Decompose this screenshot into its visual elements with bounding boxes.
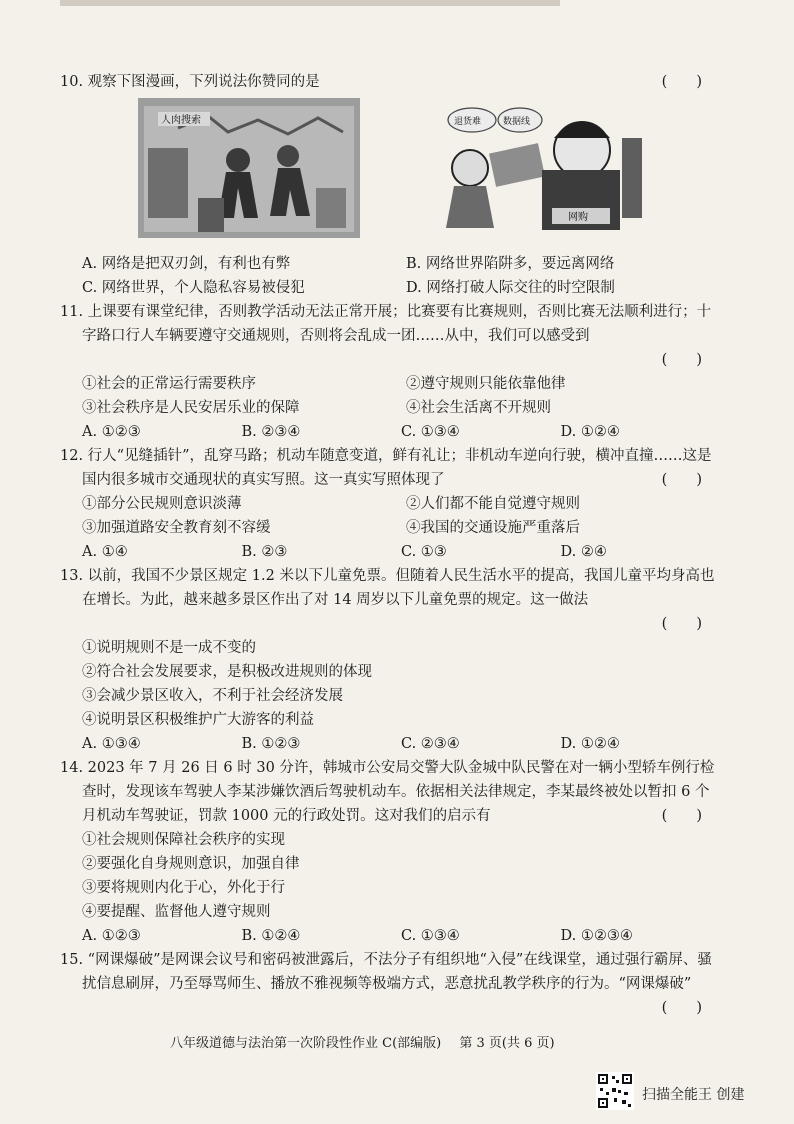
question-11-choices xyxy=(60,420,720,444)
statement-3: ③社会秩序是人民安居乐业的保障 xyxy=(82,400,300,416)
question-15-stem xyxy=(60,948,720,1016)
answer-paren: ( ) xyxy=(661,472,702,488)
choice-b[interactable]: B. ①②③ xyxy=(241,736,301,752)
option-c[interactable]: C. 网络世界，个人隐私容易被侵犯 xyxy=(82,280,305,296)
option-d[interactable]: D. 网络打破人际交往的时空限制 xyxy=(406,280,615,296)
qr-code-icon xyxy=(596,1072,634,1110)
question-10-options xyxy=(60,252,720,300)
statement-2: ②符合社会发展要求，是积极改进规则的体现 xyxy=(82,664,372,680)
question-11-stem: 11. 上课要有课堂纪律，否则教学活动无法正常开展；比赛要有比赛规则，否则比赛无法顺利进行；十字路口行人车辆要遵守交通规则，否则将会乱成一团……从中，我们可以感受到 xyxy=(60,304,712,344)
cartoon-right-image xyxy=(432,98,644,238)
statement-4: ④要提醒、监督他人遵守规则 xyxy=(82,904,271,920)
cartoon-left-image xyxy=(138,98,360,238)
question-10-text: 10. 观察下图漫画，下列说法你赞同的是 xyxy=(60,74,320,90)
statement-1: ①社会规则保障社会秩序的实现 xyxy=(82,832,285,848)
choice-c[interactable]: C. ②③④ xyxy=(401,736,460,752)
page-footer xyxy=(170,1032,569,1051)
statement-1: ①说明规则不是一成不变的 xyxy=(82,640,256,656)
question-12-statements xyxy=(60,492,720,540)
question-12-choices xyxy=(60,540,720,564)
cartoon-right-bubble-1: 退货难 xyxy=(454,117,482,127)
question-14-choices xyxy=(60,924,720,948)
footer-title: 八年级道德与法治第一次阶段性作业 C(部编版) xyxy=(170,1036,442,1051)
cartoon-left-label: 人肉搜索 xyxy=(161,115,201,126)
top-edge-band xyxy=(60,0,560,6)
choice-b[interactable]: B. ②③ xyxy=(241,544,288,560)
statement-2: ②人们都不能自觉遵守规则 xyxy=(406,496,580,512)
choice-d[interactable]: D. ①②④ xyxy=(560,736,620,752)
choice-d[interactable]: D. ①②④ xyxy=(560,424,620,440)
statement-1: ①社会的正常运行需要秩序 xyxy=(82,376,256,392)
question-10 xyxy=(60,70,720,300)
choice-a[interactable]: A. ①②③ xyxy=(82,424,141,440)
choice-c[interactable]: C. ①③ xyxy=(401,544,447,560)
question-12-stem xyxy=(60,444,720,492)
exam-page xyxy=(60,70,720,1020)
question-12-text: 12. 行人“见缝插针”，乱穿马路；机动车随意变道，鲜有礼让；非机动车逆向行驶，横冲直撞……这是国内很多城市交通现状的真实写照。这一真实写照体现了 xyxy=(60,448,712,488)
question-15-text: 15. “网课爆破”是网课会议号和密码被泄露后，不法分子有组织地“入侵”在线课堂，通过强行霸屏、骚扰信息刷屏，乃至辱骂师生、播放不雅视频等极端方式，恶意扰乱教学秩序的行为。“网课爆破” xyxy=(60,952,712,992)
option-a[interactable]: A. 网络是把双刃剑，有利也有弊 xyxy=(82,256,291,272)
cartoon-right-bubble-2: 数据线 xyxy=(503,117,531,127)
option-b[interactable]: B. 网络世界陷阱多，要远离网络 xyxy=(406,256,615,272)
question-14-stem xyxy=(60,756,720,828)
answer-paren: ( ) xyxy=(661,74,702,90)
statement-3: ③会减少景区收入，不利于社会经济发展 xyxy=(82,688,343,704)
statement-2: ②遵守规则只能依靠他律 xyxy=(406,376,566,392)
question-14-text: 14. 2023 年 7 月 26 日 6 时 30 分许，韩城市公安局交警大队金城中队民警在对一辆小型轿车例行检查时，发现该车驾驶人李某涉嫌饮酒后驾驶机动车。依据相关法律规定，李某最终被处以暂扣 6 个月机动车驾驶证，罚款 1000 元的行政处罚。这对我们的启示有 xyxy=(60,760,715,824)
choice-b[interactable]: B. ①②④ xyxy=(241,928,301,944)
question-14 xyxy=(60,756,720,948)
cartoon-area xyxy=(60,98,720,248)
question-10-stem xyxy=(60,70,720,94)
question-12 xyxy=(60,444,720,564)
answer-paren: ( ) xyxy=(661,616,702,632)
answer-paren: ( ) xyxy=(661,352,702,368)
statement-1: ①部分公民规则意识淡薄 xyxy=(82,496,242,512)
question-11 xyxy=(60,300,720,444)
statement-4: ④说明景区积极维护广大游客的利益 xyxy=(82,712,314,728)
statement-2: ②要强化自身规则意识，加强自律 xyxy=(82,856,300,872)
statement-4: ④社会生活离不开规则 xyxy=(406,400,551,416)
question-15 xyxy=(60,948,720,1016)
choice-d[interactable]: D. ①②③④ xyxy=(560,928,633,944)
question-11-statements xyxy=(60,372,720,420)
choice-c[interactable]: C. ①③④ xyxy=(401,424,460,440)
statement-3: ③加强道路安全教育刻不容缓 xyxy=(82,520,271,536)
answer-paren: ( ) xyxy=(661,1000,702,1016)
question-13-stem: 13. 以前，我国不少景区规定 1.2 米以下儿童免票。但随着人民生活水平的提高，我国儿童平均身高也在增长。为此，越来越多景区作出了对 14 周岁以下儿童免票的规定。这一做法 xyxy=(60,568,715,608)
choice-c[interactable]: C. ①③④ xyxy=(401,928,460,944)
choice-a[interactable]: A. ①④ xyxy=(82,544,128,560)
question-13-choices xyxy=(60,732,720,756)
choice-b[interactable]: B. ②③④ xyxy=(241,424,301,440)
statement-3: ③要将规则内化于心，外化于行 xyxy=(82,880,285,896)
answer-paren: ( ) xyxy=(661,808,702,824)
footer-page-number: 第 3 页(共 6 页) xyxy=(459,1036,555,1051)
choice-a[interactable]: A. ①③④ xyxy=(82,736,141,752)
choice-d[interactable]: D. ②④ xyxy=(560,544,607,560)
choice-a[interactable]: A. ①②③ xyxy=(82,928,141,944)
statement-4: ④我国的交通设施严重落后 xyxy=(406,520,580,536)
scanner-watermark: 扫描全能王 创建 xyxy=(642,1087,745,1103)
question-13 xyxy=(60,564,720,756)
cartoon-right-box-label: 网购 xyxy=(568,212,588,223)
